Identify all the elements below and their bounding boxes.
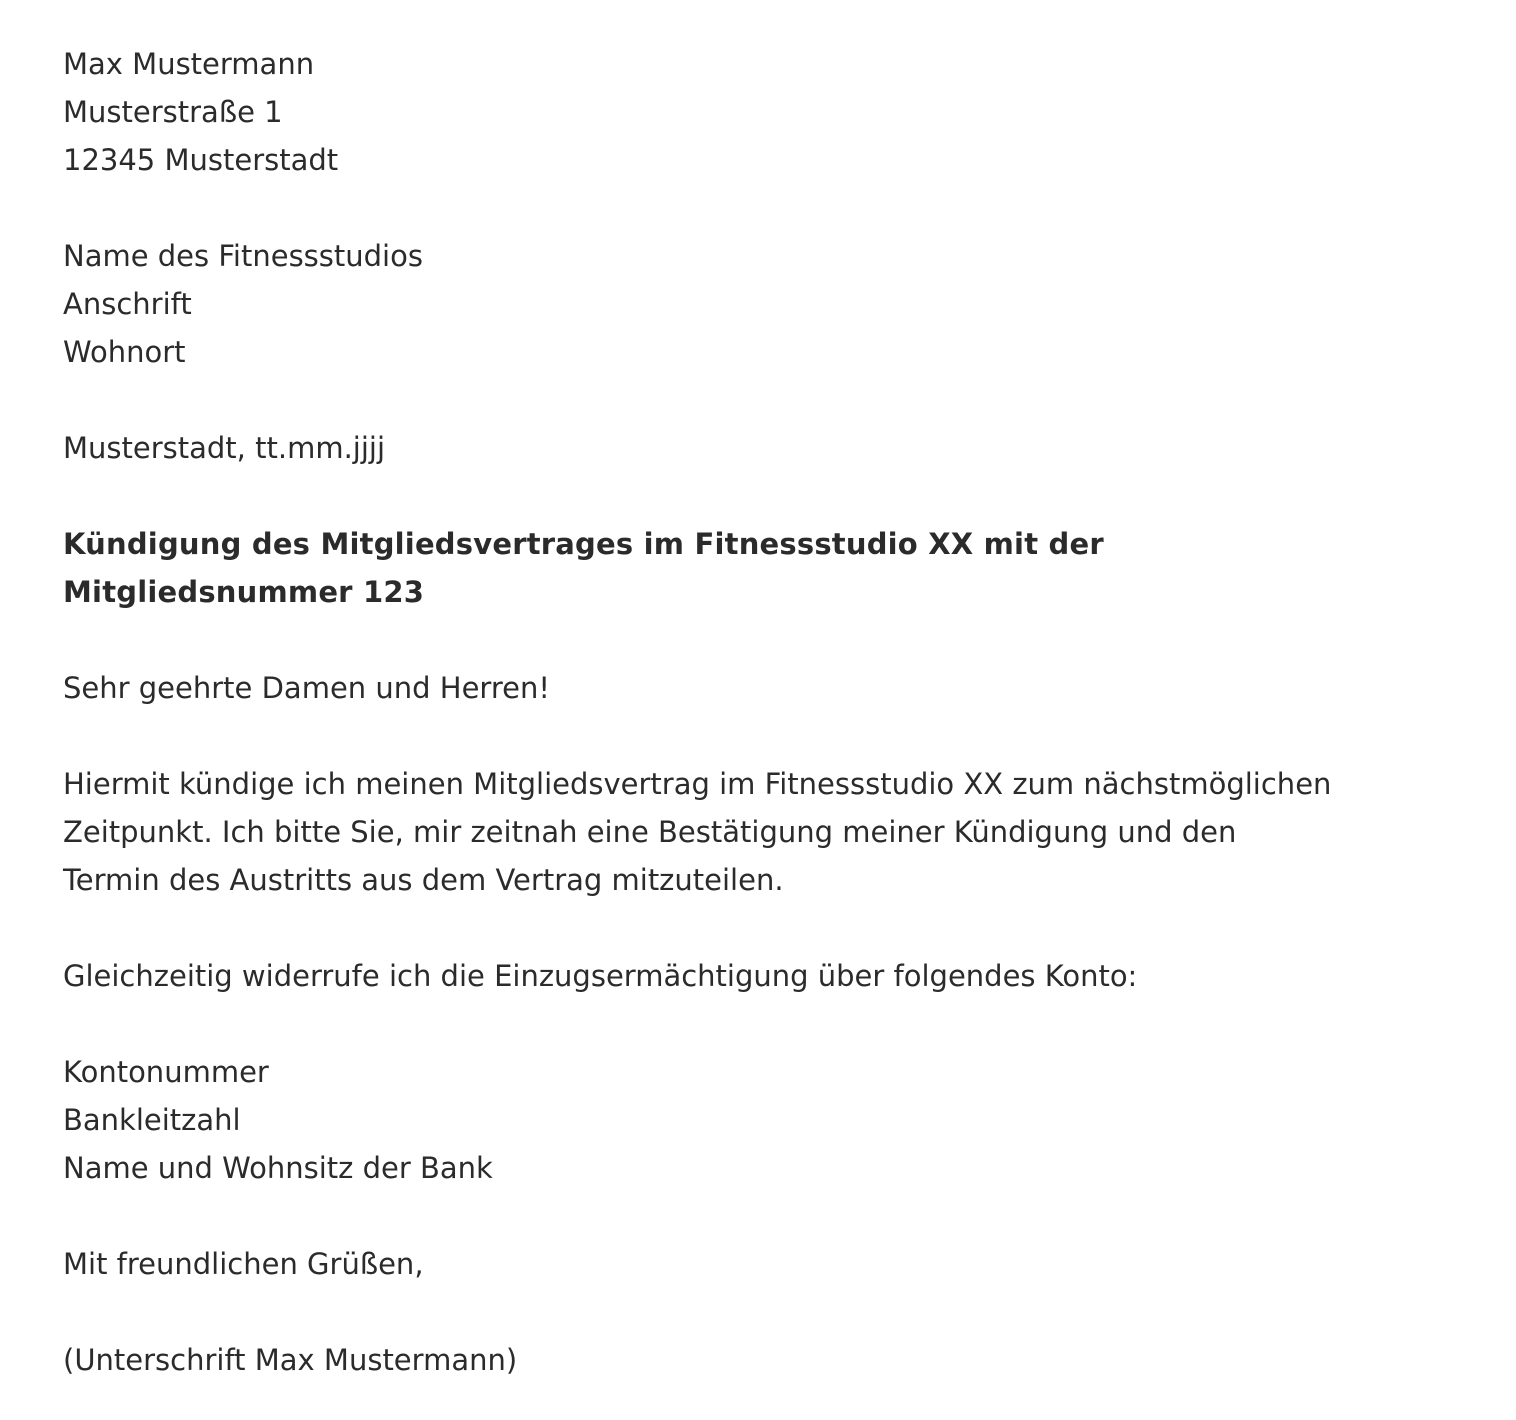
sender-city: 12345 Musterstadt xyxy=(63,143,339,177)
bank-sort-code: Bankleitzahl xyxy=(63,1103,241,1137)
bank-name: Name und Wohnsitz der Bank xyxy=(63,1151,493,1185)
bank-account: Kontonummer xyxy=(63,1055,269,1089)
date-line-block xyxy=(63,424,1363,472)
closing-block xyxy=(63,1240,1363,1288)
signature: (Unterschrift Max Mustermann) xyxy=(63,1343,518,1377)
salutation: Sehr geehrte Damen und Herren! xyxy=(63,671,550,705)
signature-block xyxy=(63,1336,1363,1384)
closing: Mit freundlichen Grüßen, xyxy=(63,1247,424,1281)
body-paragraph-2 xyxy=(63,952,1363,1000)
paragraph-text-1: Hiermit kündige ich meinen Mitgliedsvertrag im Fitnessstudio XX zum nächstmöglichen Zeitpunkt. Ich bitte Sie, mir zeitnah eine Bestätigung meiner Kündigung und den Termin des Austritts aus dem Vertrag mitzuteilen. xyxy=(63,767,1332,897)
paragraph-text-2: Gleichzeitig widerrufe ich die Einzugsermächtigung über folgendes Konto: xyxy=(63,959,1138,993)
sender-address xyxy=(63,40,1363,184)
salutation-block xyxy=(63,664,1363,712)
letter-subject: Kündigung des Mitgliedsvertrages im Fitnessstudio XX mit der Mitgliedsnummer 123 xyxy=(63,527,1104,609)
recipient-city: Wohnort xyxy=(63,335,186,369)
recipient-name: Name des Fitnessstudios xyxy=(63,239,423,273)
recipient-address-line: Anschrift xyxy=(63,287,192,321)
recipient-address xyxy=(63,232,1363,376)
sender-name: Max Mustermann xyxy=(63,47,315,81)
date-line: Musterstadt, tt.mm.jjjj xyxy=(63,431,386,465)
bank-details xyxy=(63,1048,1363,1192)
subject-block xyxy=(63,520,1363,616)
body-paragraph-1 xyxy=(63,760,1363,904)
sender-street: Musterstraße 1 xyxy=(63,95,283,129)
